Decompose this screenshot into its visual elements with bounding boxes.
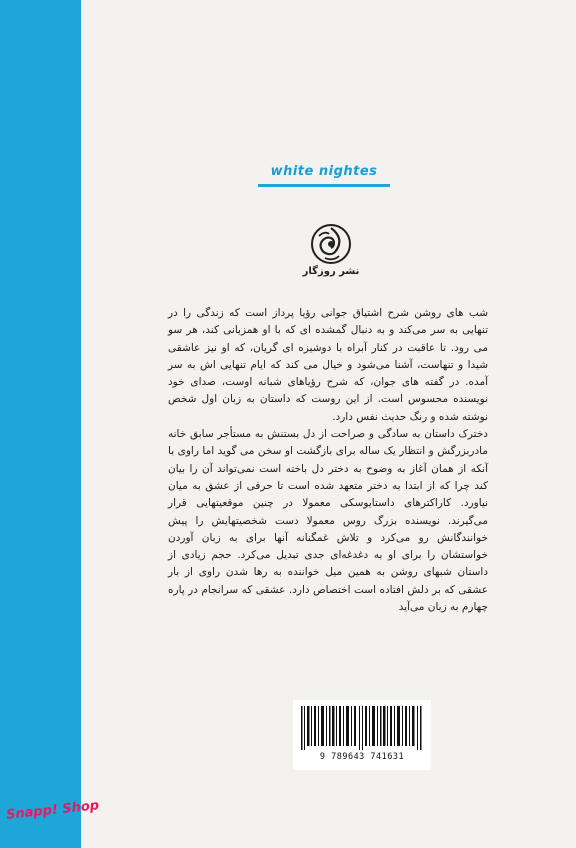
isbn-number: 9 789643 741631 <box>319 752 405 762</box>
blurb-paragraph-2: دخترک داستان به سادگی و صراحت از دل بستنش به مستأجر سابق خانه مادربزرگش و انتظار یک ساله برای بازگشت او سخن می گوید اما راوی با آنکه از همان آغاز به وضوح به دختر دل باخته است نمی‌تواند آن را بیان کند چرا که از ابتدا به دختر متعهد شده است تا حرفی از عشق به میان نیاورد. کاراکترهای داستایوسکی معمولا در چنین موقعیتهایی قرار می‌گیرند. نویسنده بزرگ روس معمولا دست شخصیتهایش را پیش خوانندگانش رو می‌کرد و تلاش غمگنانه آنها برای به زبان آوردن خواستشان را برای او به دغدغه‌ای جدی تبدیل می‌کرد. حجم زیادی از داستان شبهای روشن به همین میل خواننده به رها شدن راوی از بار عشقی که بر دلش افتاده است اختصاص دارد. عشقی که سرانجام در پاره چهارم به زبان می‌آید <box>168 428 488 614</box>
title-box <box>258 160 390 187</box>
back-cover-blurb <box>168 305 488 616</box>
store-watermark: Snapp! Shop <box>5 798 100 823</box>
publisher-logo-icon <box>309 222 353 266</box>
barcode-icon <box>299 706 425 750</box>
book-title: white nightes <box>270 164 378 179</box>
blurb-paragraph-1: شب های روشن شرح اشتیاق جوانی رؤیا پرداز است که زندگی را در تنهایی به سر می‌کند و به دنبال گمشده ای که با او همزبانی کند، هر سو می رود. تا عاقبت در کنار آبراه با دوشیزه ای گریان، که او نیز عاشقی شیدا و تنهاست، آشنا می‌شود و خیال می کند که ایام تنهایی اش به سر آمده. در گفته های جوان، که شرح رؤیاهای شبانه اوست، صدای خود نویسنده محسوس است. از این روست که داستان به زبان اول شخص نوشته شده و رنگ حدیث نفس دارد. <box>168 307 488 423</box>
publisher-name: نشر روزگار <box>302 266 360 277</box>
cover-spine-band <box>0 0 81 848</box>
barcode-block <box>293 700 431 770</box>
